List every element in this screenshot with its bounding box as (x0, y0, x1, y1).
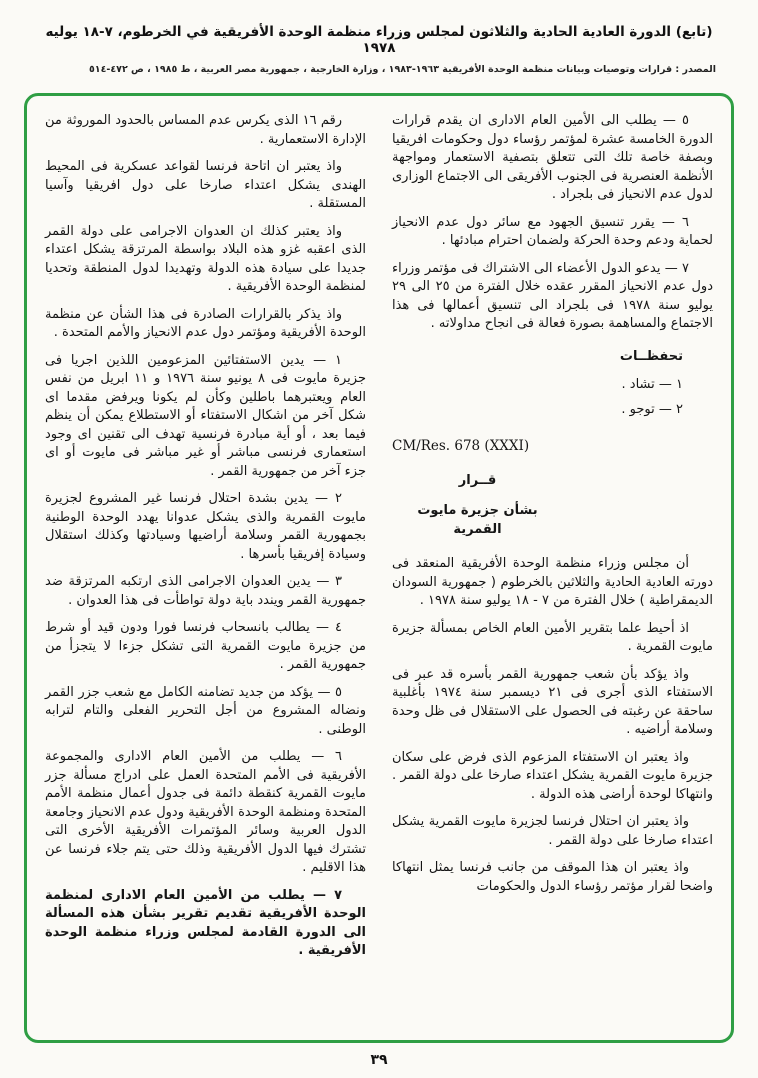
paragraph: واذ يعتبر ان الاستفتاء المزعوم الذى فرض على سكان جزيرة مايوت القمرية يشكل اعتداء صارخا على دولة القمر . وانتهاكا لوحدة أراضى هذه الدولة . (392, 749, 713, 802)
paragraph: ١ — يدين الاستفتائين المزعومين اللذين اجريا فى جزيرة مايوت فى ٨ يونيو سنة ١٩٧٦ و ١١ ابريل من نفس العام ويعتبرهما باطلين وكأن لم يكونا ويرفض مقدما اى شكل آخر من اشكال الاستفتاء أو الاستطلاع يمكن أن ينظم فيما بعد ، أو أية مبادرة فرنسية تهدف الى تقنين اى وجود استعمارى فرنسى مباشر أو غير مباشر فى مايوت أو اى جزء آخر من جمهورية القمر . (45, 352, 367, 479)
paragraph: واذ يعتبر ان احتلال فرنسا لجزيرة مايوت القمرية يشكل اعتداء صارخا على دولة القمر . (392, 814, 713, 848)
paragraph: ٦ — يقرر تنسيق الجهود مع سائر دول عدم الانحياز لحماية ودعم وحدة الحركة ولضمان احترام مبادئها . (392, 214, 713, 248)
paragraph: واذ يعتبر ان هذا الموقف من جانب فرنسا يمثل انتهاكا واضحا لقرار مؤتمر رؤساء الدول والحكومات (392, 860, 713, 894)
paragraph: ٢ — يدين بشدة احتلال فرنسا غير المشروع لجزيرة مايوت القمرية والذى يشكل عدوانا يهدد الوحدة الوطنية بجمهورية القمر وسلامة أراضيها وسيادتها وكذلك استقلال وسيادة إفريقيا بأسرها . (45, 491, 366, 562)
paragraph: ٦ — يطلب من الأمين العام الادارى والمجموعة الأفريقية فى الأمم المتحدة العمل على ادراج مسألة جزر مايوت القمرية كنقطة دائمة فى جدول أعمال منظمة الأمم المتحدة ومنظمة الوحدة الأفريقية ودول عدم الانحياز وجامعة الدول العربية وسائر المؤتمرات الأفريقية الأخرى التى تشترك فيها الدول الأفريقية وذلك حتى يتم جلاء فرنسا عن هذا الاقليم . (45, 749, 366, 875)
resolution-code: CM/Res. 678 (XXXI) (392, 438, 530, 454)
paragraph: واذ يؤكد بأن شعب جمهورية القمر بأسره قد عبر فى الاستفتاء الذى أجرى فى ٢١ ديسمبر سنة ١٩٧٤ بأغلبية ساحقة عن رغبته فى الحصول على الاستقلال فى ظل وحدة وسلامة أراضيه . (392, 666, 713, 737)
header-title: (تابع) الدورة العادية الحادية والثلاثون لمجلس وزراء منظمة الوحدة الأفريقية في الخرطوم، ٧-١٨ يوليه ١٩٧٨ (45, 24, 713, 56)
paragraph: ٧ — يطلب من الأمين العام الادارى لمنظمة الوحدة الأفريقية تقديم تقرير بشأن هذه المسألة الى الدورة القادمة لمجلس وزراء منظمة الوحدة الأفريقية . (45, 887, 366, 958)
resolution-subject: بشأن جزيرة مايوت القمرية (417, 503, 538, 537)
paragraph: واذ يعتبر ان اتاحة فرنسا لقواعد عسكرية فى المحيط الهندى يشكل اعتداء صارخا على دول افريقيا وآسيا المستقلة . (45, 159, 366, 211)
paragraph: واذ يذكر بالقرارات الصادرة فى هذا الشأن عن منظمة الوحدة الأفريقية ومؤتمر دول عدم الانحياز والأمم المتحدة . (45, 306, 366, 340)
paragraph: أن مجلس وزراء منظمة الوحدة الأفريقية المنعقد فى دورته العادية الحادية والثلاثين بالخرطوم ( جمهورية السودان الديمقراطية ) خلال الفترة من ٧ - ١٨ يوليو سنة ١٩٧٨ . (392, 556, 713, 608)
paragraph: ٧ — يدعو الدول الأعضاء الى الاشتراك فى مؤتمر وزراء دول عدم الانحياز المقرر عقده خلال الفترة من ٢٥ الى ٢٩ يوليو سنة ١٩٧٨ فى بلجراد الى تنسيق أعمالها فى هذا الاجتماع والمساهمة بصورة فعالة فى انجاح مداولاته . (392, 260, 714, 331)
page-header (30, 24, 728, 75)
resolution-title: قــرار (458, 472, 497, 488)
content-border (24, 93, 734, 1043)
paragraph: اذ أحيط علما بتقرير الأمين العام الخاص بمسألة جزيرة مايوت القمرية . (392, 620, 713, 654)
paragraph: ٥ — يؤكد من جديد تضامنه الكامل مع شعب جزر القمر ونضاله المشروع من أجل التحرير الفعلى والتام لترابه الوطنى . (45, 684, 366, 737)
left-column (45, 112, 366, 1030)
reservations-heading: تحفظــات (619, 348, 683, 364)
right-column (392, 112, 713, 1030)
paragraph: واذ يعتبر كذلك ان العدوان الاجرامى على دولة القمر الذى اعقبه غزو هذه البلاد بواسطة المرتزقة يشكل اعتداء جديدا على سيادة هذه الدولة وتهديدا لدول المنطقة وتحديا لمنظمة الوحدة الأفريقية . (45, 223, 366, 294)
source-line: المصدر : قرارات وتوصيات وبيانات منظمة الوحدة الأفريقية ١٩٦٣-١٩٨٣ ، وزارة الخارجية ، جمهورية مصر العربية ، ط ١٩٨٥ ، ص ٤٧٢-٥١٤ (88, 64, 716, 75)
page-number: ٣٩ (370, 1052, 388, 1068)
reservation-item: ١ — تشاد . (621, 377, 683, 392)
reservation-item: ٢ — توجو . (621, 401, 683, 417)
two-column-layout (45, 112, 713, 1030)
paragraph: ٤ — يطالب بانسحاب فرنسا فورا ودون قيد أو شرط من جزيرة مايوت القمرية التى تشكل جزءا لا يتجزأ من جمهورية القمر . (45, 620, 366, 672)
paragraph: رقم ١٦ الذى يكرس عدم المساس بالحدود الموروثة من الإدارة الاستعمارية . (45, 113, 366, 147)
paragraph: ٣ — يدين العدوان الاجرامى الذى ارتكبه المرتزقة ضد جمهورية القمر ويندد باية دولة تواطأت فى هذا العدوان . (45, 574, 366, 608)
paragraph: ٥ — يطلب الى الأمين العام الادارى ان يقدم قرارات الدورة الخامسة عشرة لمؤتمر رؤساء دول وحكومات افريقيا وبصفة خاصة تلك التى تتعلق بتصفية الاستعمار ومواجهة الأنظمة العنصرية فى الجنوب الأفريقى الى الاجتماع الوزارى لدول عدم الانحياز فى بلجراد . (392, 113, 713, 202)
